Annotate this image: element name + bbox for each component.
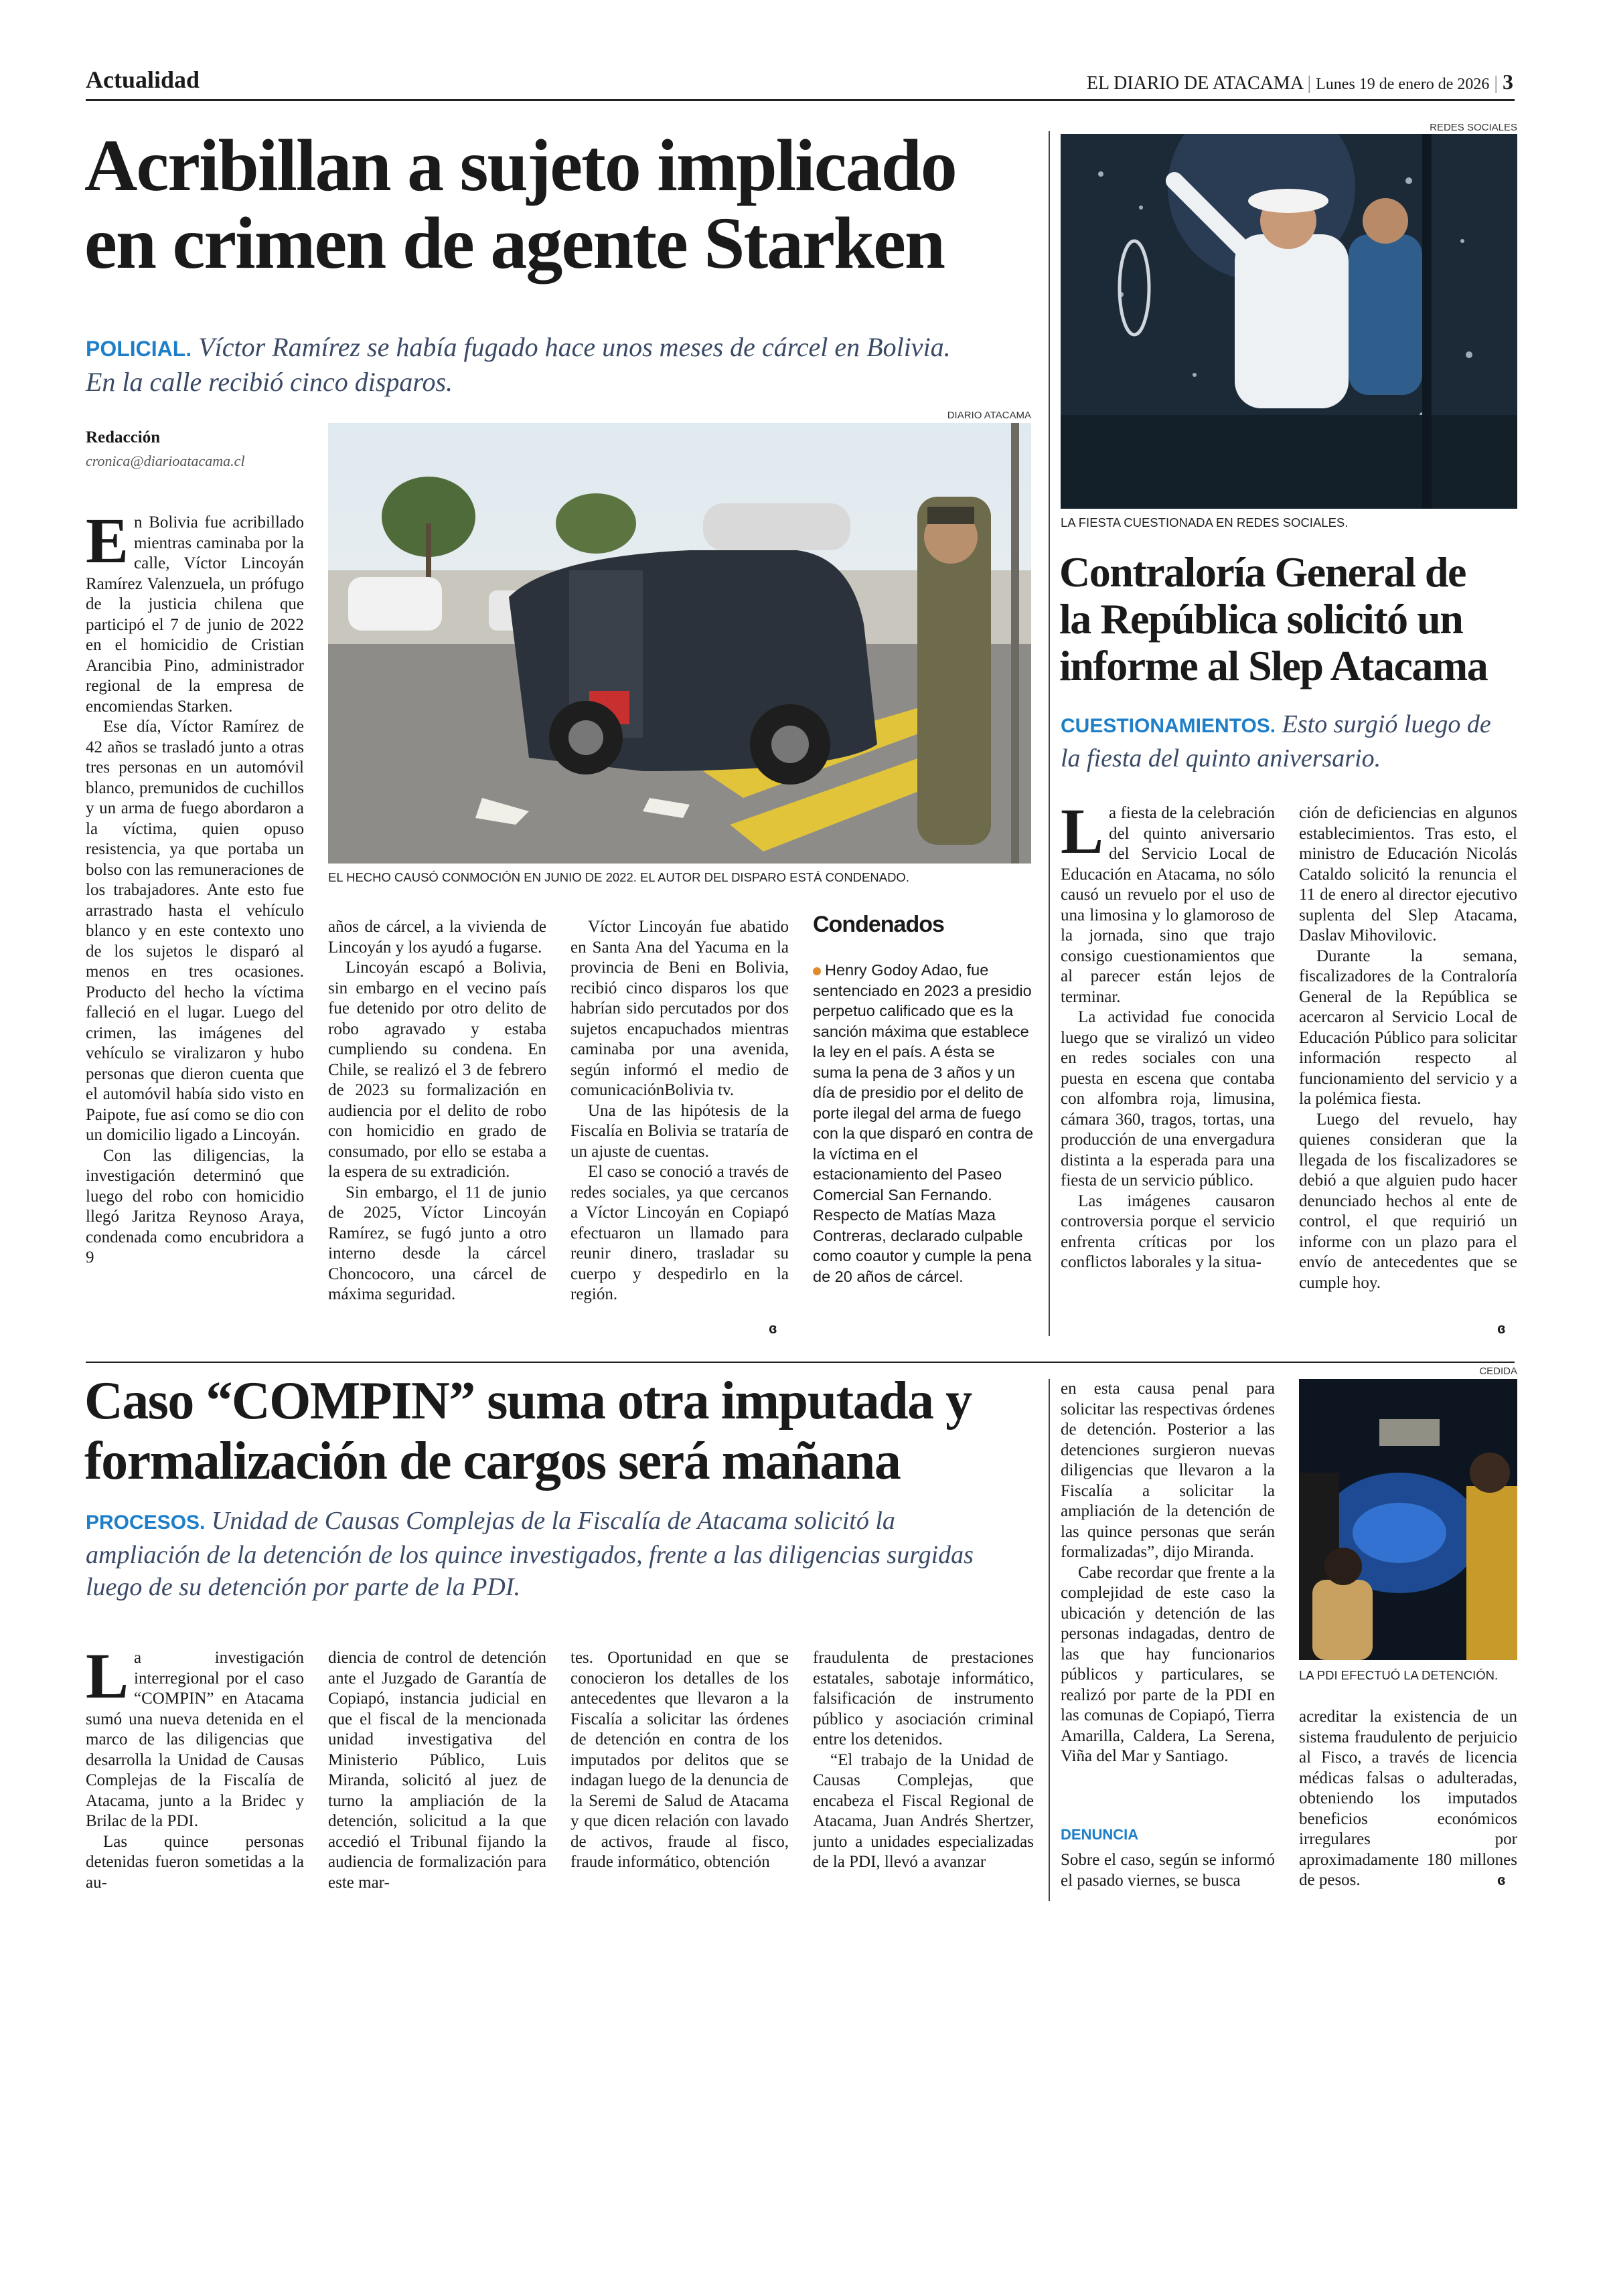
dropcap: E	[86, 513, 129, 576]
headline-line: Acribillan a sujeto implicado	[84, 125, 956, 206]
paragraph: La actividad fue conocida luego que se viralizó un video en redes sociales con una puesta en escena que contaba con alfombra roja, limusina, cámara 360, tragos, tortas, una producción de una envergadura distinta a la esperada para una fiesta de un servicio público.	[1061, 1008, 1275, 1190]
deck-line: Esto surgió luego de	[1282, 710, 1491, 738]
issue-date: Lunes 19 de enero de 2026	[1316, 76, 1490, 93]
article3-column-5	[1061, 1379, 1275, 1834]
dropcap: L	[86, 1648, 129, 1712]
headline-line: en crimen de agente Starken	[84, 201, 945, 284]
paragraph: “El trabajo de la Unidad de Causas Complejas, que encabeza el Fiscal Regional de Atacama, Juan Andrés Shertzer, junto a unidades especializadas de la PDI, llevó a avanzar	[813, 1750, 1034, 1871]
end-mark: ɞ	[1497, 1872, 1506, 1888]
paragraph: Ese día, Víctor Ramírez de 42 años se trasladó junto a otras tres personas en un automóvil blanco, premunidos de cuchillos y un arma de fuego abordaron a la víctima, quien opuso resistencia, ya que portaba un bolso con las remuneraciones de los trabajadores. Ante esto fue arrastrado hasta el vehículo blanco y en este contexto uno de los sujetos le disparó al menos en tres ocasiones. Producto del hecho la víctima falleció en el lugar. Luego del crimen, las imágenes del vehículo se viralizaron y hubo personas que dieron cuenta que el automóvil había sido visto en Paipote, fue así como se dio con un domicilio ligado a Lincoyán.	[86, 718, 304, 1144]
deck-line: luego de su detención por parte de la PDI.	[86, 1573, 521, 1601]
car-scene-image	[328, 423, 1031, 864]
article1-column-3	[570, 917, 789, 1345]
bullet-icon	[813, 967, 821, 975]
deck-line: Víctor Ramírez se había fugado hace unos meses de cárcel en Bolivia.	[198, 332, 951, 362]
photo-caption: LA FIESTA CUESTIONADA EN REDES SOCIALES.	[1061, 515, 1349, 529]
paragraph: fraudulenta de prestaciones estatales, sabotaje informático, falsificación de instrumento público y asociación criminal entre los detenidos.	[813, 1649, 1034, 1748]
pdi-photo	[1299, 1379, 1517, 1660]
article1-headline	[84, 127, 1049, 282]
paragraph: Durante la semana, fiscalizadores de la Contraloría General de la República se acercaron al Servicio Local de Educación Público para solicitar información respecto al funcionamiento del servicio y a la polémica fiesta.	[1299, 947, 1517, 1108]
section-rule	[86, 1362, 1515, 1363]
sidebar-text	[813, 960, 1034, 1335]
photo-caption: LA PDI EFECTUÓ LA DETENCIÓN.	[1299, 1668, 1499, 1682]
paragraph: Las quince personas detenidas fueron sometidas a la au-	[86, 1832, 304, 1892]
paragraph: Con las diligencias, la investigación determinó que luego del robo con homicidio llegó Jaritza Reynoso Araya, condenada como encubridora a 9	[86, 1146, 304, 1266]
deck-line: Unidad de Causas Complejas de la Fiscalía de Atacama solicitó la	[211, 1507, 895, 1535]
party-scene-image	[1061, 134, 1517, 509]
article1-column-2	[328, 917, 546, 1345]
article3-column-6	[1299, 1707, 1517, 1901]
deck-line: ampliación de la detención de los quince investigados, frente a las diligencias surgidas	[86, 1541, 974, 1569]
photo-credit: REDES SOCIALES	[1430, 122, 1517, 133]
kicker: POLICIAL.	[86, 337, 192, 361]
kicker: PROCESOS.	[86, 1511, 206, 1534]
paragraph: n Bolivia fue acribillado mientras caminaba por la calle, Víctor Lincoyán Ramírez Valenzuela, un prófugo de la justicia chilena que participó el 7 de junio de 2022 en el homicidio de Cristian Arancibia Pino, administrador regional de la empresa de encomiendas Starken.	[86, 513, 304, 716]
paragraph: diencia de control de detención ante el Juzgado de Garantía de Copiapó, instancia judicial en que el fiscal de la mencionada unidad investigativa del Ministerio Público, Luis Miranda, solicitó al juez de turno la ampliación de la detención, solicitud a la que accedió el Tribunal fijando la audiencia de formalización para este mar-	[328, 1649, 546, 1892]
header-rule	[86, 99, 1515, 101]
paragraph: Luego del revuelo, hay quienes consideran que la llegada de los fiscalizadores se debió a que alguien pudo hacer denunciado hechos al ente de control, el que requirió un informe con un plazo para el envío de antecedentes que se cumple hoy.	[1299, 1110, 1517, 1292]
subhead-denuncia: DENUNCIA	[1061, 1826, 1139, 1843]
article3-column-4	[813, 1648, 1034, 1902]
article2-column-2	[1299, 803, 1517, 1339]
headline-line: Contraloría General de	[1059, 548, 1466, 596]
headline-line: informe al Slep Atacama	[1059, 642, 1488, 689]
paragraph: Sobre el caso, según se informó el pasado viernes, se busca	[1061, 1851, 1275, 1890]
end-mark: ɞ	[769, 1320, 777, 1337]
headline-line: formalización de cargos será mañana	[84, 1432, 901, 1491]
byline: Redacción	[86, 428, 161, 446]
paragraph: a investigación interregional por el caso “COMPIN” en Atacama sumó una nueva detenida en el marco de las diligencias que desarrolla la Unidad de Causas Complejas de la Fiscalía de Atacama, junto a la Bridec y Brilac de la PDI.	[86, 1649, 304, 1830]
article3-deck	[86, 1505, 1050, 1603]
masthead: EL DIARIO DE ATACAMA | Lunes 19 de enero de 2026 | 3	[1086, 70, 1513, 94]
paragraph: Lincoyán escapó a Bolivia, sin embargo en el vecino país fue detenido por otro delito de robo agravado y estaba cumpliendo su condena. En Chile, se realizó el 3 de febrero de 2023 su formalización en audiencia por el delito de robo con homicidio en grado de consumado, por ello se estaba a la espera de su extradición.	[328, 959, 546, 1181]
paragraph: a fiesta de la celebración del quinto aniversario del Servicio Local de Educación en Atacama, no sólo causó un revuelo por el uso de una limosina y lo glamoroso de la jornada, sino que trajo consigo cuestionamientos que al parecer están lejos de terminar.	[1061, 804, 1275, 1006]
paper-name: EL DIARIO DE ATACAMA	[1086, 73, 1303, 94]
column-divider	[1049, 1379, 1050, 1901]
paragraph: años de cárcel, a la vivienda de Lincoyán y los ayudó a fugarse.	[328, 918, 546, 957]
paragraph: ción de deficiencias en algunos establecimientos. Tras esto, el ministro de Educación Nicolás Cataldo solicitó la renuncia el 11 de enero al director ejecutivo suplenta del Slep Atacama, Daslav Mihovilovic.	[1299, 804, 1517, 945]
party-photo	[1061, 134, 1517, 509]
deck-line: la fiesta del quinto aniversario.	[1061, 744, 1381, 772]
article3-column-5b	[1061, 1850, 1275, 1897]
paragraph: en esta causa penal para solicitar las respectivas órdenes de detención. Posterior a las detenciones surgieron nuevas diligencias que llevaron a la Fiscalía a solicitar la ampliación de la detención de las quince personas que serán formalizadas”, dijo Miranda.	[1061, 1380, 1275, 1561]
article3-column-1	[86, 1648, 304, 1902]
article2-headline	[1059, 549, 1521, 689]
paragraph: tes. Oportunidad en que se conocieron los detalles de los antecedentes que llevaron a la Fiscalía a solicitar las órdenes de detención en contra de los imputados por delitos que se indagan luego de la denuncia de la Seremi de Salud de Atacama y que dicen relación con lavado de activos, fraude al fisco, fraude informático, obtención	[570, 1649, 789, 1871]
car-photo	[328, 423, 1031, 864]
pdi-scene-image	[1299, 1379, 1517, 1660]
photo-caption: EL HECHO CAUSÓ CONMOCIÓN EN JUNIO DE 2022. EL AUTOR DEL DISPARO ESTÁ CONDENADO.	[328, 870, 909, 884]
paragraph: acreditar la existencia de un sistema fraudulento de perjuicio al Fisco, a través de licencia médicas falsas o adulteradas, obteniendo los imputados beneficios económicos irregulares por aproximadamente 180 millones de pesos.	[1299, 1708, 1517, 1889]
sidebar-body: Henry Godoy Adao, fue sentenciado en 2023 a presidio perpetuo calificado que es la sanción máxima que establece la ley en el país. A ésta se suma la pena de 3 años y un día de presidio por el delito de porte ilegal del arma de fuego con la que disparó en contra de la víctima en el estacionamiento del Paseo Comercial San Fernando. Respecto de Matías Maza Contreras, declarado culpable como coautor y cumple la pena de 20 años de cárcel.	[813, 961, 1034, 1285]
page-number: 3	[1503, 70, 1513, 94]
photo-credit: DIARIO ATACAMA	[947, 410, 1031, 421]
end-mark: ɞ	[1497, 1320, 1506, 1337]
article1-column-1	[86, 513, 304, 1343]
article3-headline	[84, 1371, 1049, 1491]
dropcap: L	[1061, 803, 1104, 867]
paragraph: Víctor Lincoyán fue abatido en Santa Ana del Yacuma en la provincia de Beni en Bolivia, recibió cinco disparos los que habrían sido percutados por dos sujetos encapuchados mientras caminaba por una avenida, según informó el medio de comunicaciónBolivia tv.	[570, 918, 789, 1099]
column-divider	[1049, 131, 1050, 1336]
paragraph: Las imágenes causaron controversia porque el servicio enfrenta críticas por los conflictos laborales y la situa-	[1061, 1192, 1275, 1271]
article2-column-1	[1061, 803, 1275, 1339]
photo-credit: CEDIDA	[1479, 1366, 1517, 1377]
byline-email: cronica@diarioatacama.cl	[86, 453, 245, 469]
kicker: CUESTIONAMIENTOS.	[1061, 715, 1276, 737]
article2-deck	[1061, 708, 1523, 774]
sidebar-title: Condenados	[813, 912, 944, 937]
article3-column-2	[328, 1648, 546, 1902]
section-label: Actualidad	[86, 66, 200, 93]
headline-line: Caso “COMPIN” suma otra imputada y	[84, 1372, 972, 1430]
paragraph: Sin embargo, el 11 de junio de 2025, Víctor Lincoyán Ramírez, se fugó junto a otro interno desde la cárcel Choncocoro, una cárcel de máxima seguridad.	[328, 1183, 546, 1303]
article1-deck	[86, 331, 1050, 399]
paragraph: El caso se conoció a través de redes sociales, ya que cercanos a Víctor Lincoyán en Copiapó efectuaron un llamado para reunir dinero, trasladar su cuerpo y despedirlo en la región.	[570, 1163, 789, 1303]
article3-column-3	[570, 1648, 789, 1902]
headline-line: la República solicitó un	[1059, 595, 1463, 643]
paragraph: Cabe recordar que frente a la complejidad de este caso la ubicación y detención de las personas indagadas, dentro de las que hay funcionarios públicos y particulares, se realizó por parte de la PDI en las comunas de Copiapó, Tierra Amarilla, Caldera, La Serena, Viña del Mar y Santiago.	[1061, 1563, 1275, 1765]
paragraph: Una de las hipótesis de la Fiscalía en Bolivia se trataría de un ajuste de cuentas.	[570, 1101, 789, 1161]
deck-line: En la calle recibió cinco disparos.	[86, 367, 453, 397]
